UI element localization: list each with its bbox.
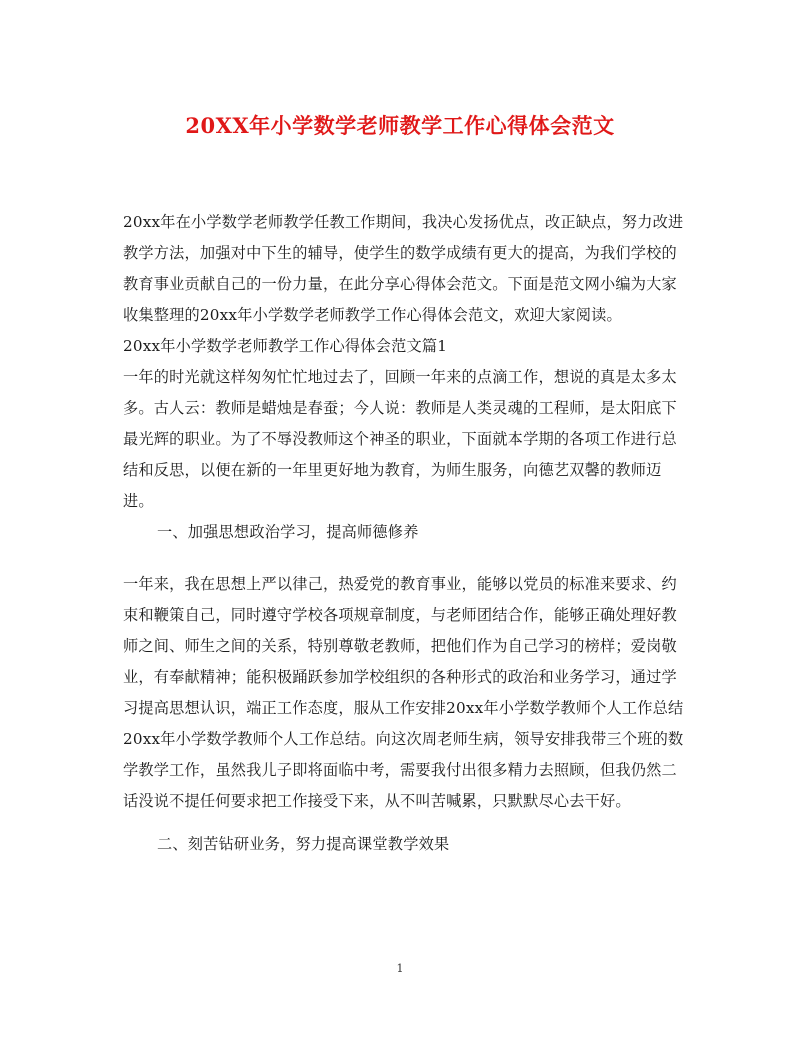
section-1-body — [123, 569, 687, 817]
intro-section — [123, 207, 687, 548]
intro-paragraph: 20xx年在小学数学老师教学任教工作期间，我决心发扬优点，改正缺点，努力改进教学方法，加强对中下生的辅导，使学生的数学成绩有更大的提高，为我们学校的教育事业贡献自己的一份力量，在此分享心得体会范文。下面是范文网小编为大家收集整理的20xx年小学数学老师教学工作心得体会范文，欢迎大家阅读。 — [123, 213, 684, 324]
document-title: 20XX年小学数学老师教学工作心得体会范文 — [185, 113, 615, 138]
heading-2: 二、刻苦钻研业务，努力提高课堂教学效果 — [157, 835, 450, 853]
heading-1: 一、加强思想政治学习，提高师德修养 — [157, 523, 419, 541]
section-2-heading-block — [123, 829, 687, 860]
paragraph-2: 一年来，我在思想上严以律己，热爱党的教育事业，能够以党员的标准来要求、约束和鞭策自己，同时遵守学校各项规章制度，与老师团结合作，能够正确处理好教师之间、师生之间的关系，特别尊敬老教师，把他们作为自己学习的榜样；爱岗敬业，有奉献精神；能积极踊跃参加学校组织的各种形式的政治和业务学习，通过学习提高思想认识，端正工作态度，服从工作安排20xx年小学数学教师个人工作总结20xx年小学数学教师个人工作总结。向这次周老师生病，领导安排我带三个班的数学教学工作，虽然我儿子即将面临中考，需要我付出很多精力去照顾，但我仍然二话没说不提任何要求把工作接受下来，从不叫苦喊累，只默默尽心去干好。 — [123, 575, 684, 810]
section-subtitle: 20xx年小学数学老师教学工作心得体会范文篇1 — [123, 337, 448, 355]
paragraph-1: 一年的时光就这样匆匆忙忙地过去了，回顾一年来的点滴工作，想说的真是太多太多。古人云：教师是蜡烛是春蚕；今人说：教师是人类灵魂的工程师，是太阳底下最光辉的职业。为了不辱没教师这个神圣的职业，下面就本学期的各项工作进行总结和反思，以便在新的一年里更好地为教育，为师生服务，向德艺双馨的教师迈进。 — [123, 368, 677, 510]
page-number: 1 — [396, 962, 404, 975]
